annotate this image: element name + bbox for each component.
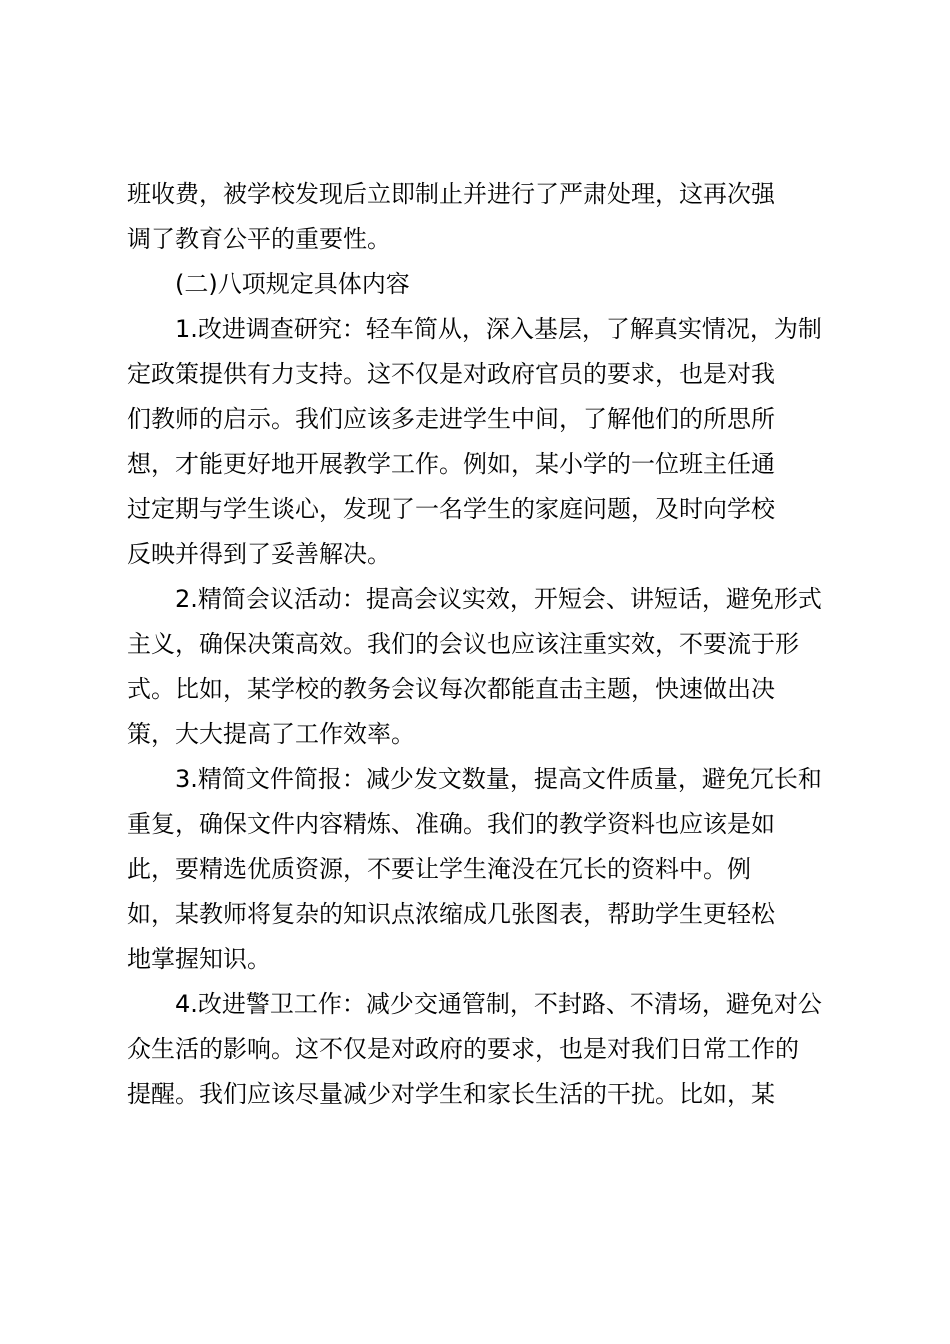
text-line: 主义，确保决策高效。我们的会议也应该注重实效，不要流于形	[127, 630, 799, 658]
text-line: 定政策提供有力支持。这不仅是对政府官员的要求，也是对我	[127, 360, 775, 388]
text-line: 班收费，被学校发现后立即制止并进行了严肃处理，这再次强	[127, 180, 775, 208]
text-line: 此，要精选优质资源，不要让学生淹没在冗长的资料中。例	[127, 855, 751, 883]
body-text	[127, 172, 835, 1117]
text-line: 过定期与学生谈心，发现了一名学生的家庭问题，及时向学校	[127, 495, 775, 523]
text-line: 众生活的影响。这不仅是对政府的要求，也是对我们日常工作的	[127, 1035, 799, 1063]
text-line: 4.改进警卫工作：减少交通管制，不封路、不清场，避免对公	[175, 990, 822, 1018]
text-line: 2.精简会议活动：提高会议实效，开短会、讲短话，避免形式	[175, 585, 822, 613]
text-line: 想，才能更好地开展教学工作。例如，某小学的一位班主任通	[127, 450, 775, 478]
text-line: 如，某教师将复杂的知识点浓缩成几张图表，帮助学生更轻松	[127, 900, 775, 928]
text-line: 地掌握知识。	[127, 945, 271, 973]
text-line: 式。比如，某学校的教务会议每次都能直击主题，快速做出决	[127, 675, 775, 703]
text-line: 重复，确保文件内容精炼、准确。我们的教学资料也应该是如	[127, 810, 775, 838]
text-line: 反映并得到了妥善解决。	[127, 540, 391, 568]
text-line: 调了教育公平的重要性。	[127, 225, 391, 253]
text-line: 1.改进调查研究：轻车简从，深入基层，了解真实情况，为制	[175, 315, 822, 343]
text-line: 提醒。我们应该尽量减少对学生和家长生活的干扰。比如，某	[127, 1080, 775, 1108]
text-line: 3.精简文件简报：减少发文数量，提高文件质量，避免冗长和	[175, 765, 822, 793]
text-line: 们教师的启示。我们应该多走进学生中间，了解他们的所思所	[127, 405, 775, 433]
section-heading: (二)八项规定具体内容	[175, 270, 410, 298]
text-line: 策，大大提高了工作效率。	[127, 720, 415, 748]
